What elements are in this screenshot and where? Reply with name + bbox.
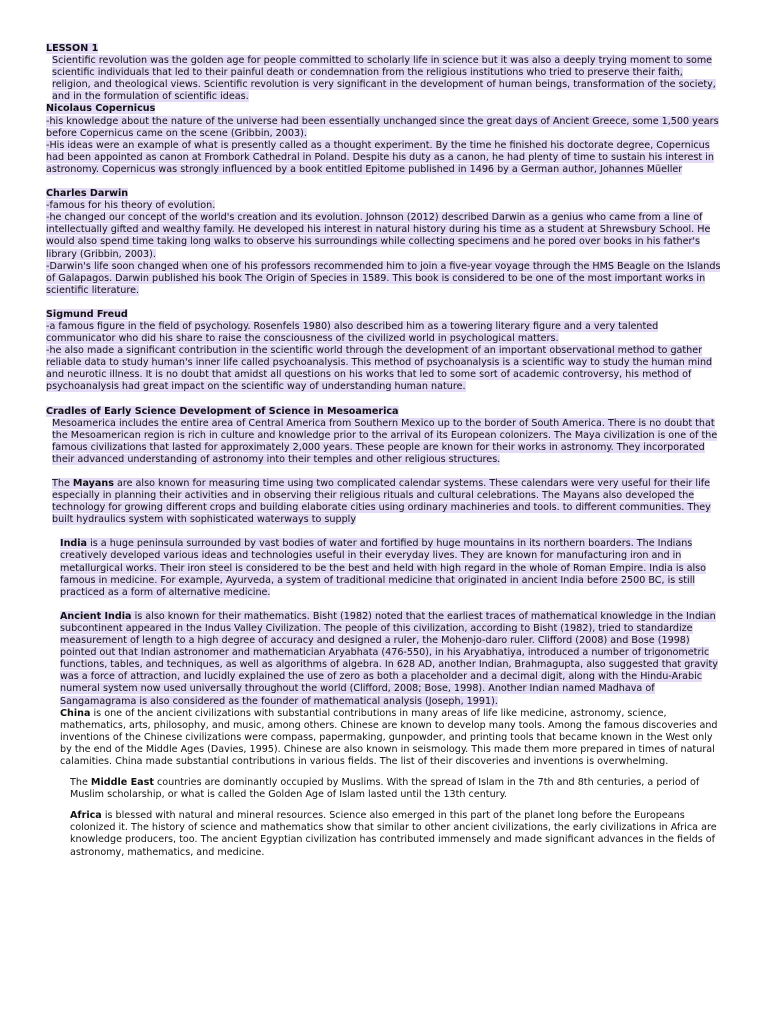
intro-paragraph: Scientific revolution was the golden age for people committed to scholarly life in science but it was also a deeply trying moment to some scientific individuals that led to their painful death or condemnation from the religious institutions who tried to preserve their faith, religion, and theological views. Scientific revolution is very significant in the development of human beings, transformation of the society, and in the formulation of scientific ideas. (52, 55, 716, 103)
india-paragraph: India is a huge peninsula surrounded by vast bodies of water and fortified by huge mountains in its northern boarders. The Indians creatively developed various ideas and technologies useful in their everyday lives. They are known for manufacturing iron and in metallurgical works. Their iron steel is considered to be the best and held with high regard in the whole of Roman Empire. India is also famous in medicine. For example, Ayurveda, a system of traditional medicine that originated in ancient India before 2500 BC, is still practiced as a form of alternative medicine. (60, 538, 707, 598)
freud-paragraph-2: -he also made a significant contribution in the scientific world through the development of an important observational method to gather reliable data to study human's inner life called psychoanalysis. This method of psychoanalysis is a scientific way to study the human mind and neurotic illness. It is no doubt that amidst all questions on his works that led to some sort of academic controversy, his method of psychoanalysis had great impact on the scientific way of understanding human nature. (46, 345, 713, 393)
ancient-india-paragraph: Ancient India is also known for their mathematics. Bisht (1982) noted that the earliest traces of mathematical knowledge in the Indian subcontinent appeared in the Indus Valley Civilization. The people of this civilization, according to Bisht (1982), tried to standardize measurement of length to a high degree of accuracy and designed a ruler, the Mohenjo-daro ruler. Clifford (2008) and Bose (1998) pointed out that Indian astronomer and mathematician Aryabhata (476-550), in his Aryabhatiya, introduced a number of trigonometric functions, tables, and techniques, as well as algorithms of algebra. In 628 AD, another Indian, Brahmagupta, also suggested that gravity was a force of attraction, and lucidly explained the use of zero as both a placeholder and a decimal digit, along with the Hindu-Arabic numeral system now used universally throughout the world (Clifford, 2008; Bose, 1998). Another Indian named Madhava of Sangamagrama is also considered as the founder of mathematical analysis (Joseph, 1991). (60, 610, 718, 707)
middle-east-paragraph: The Middle East countries are dominantly occupied by Muslims. With the spread of Islam in the 7th and 8th centuries, a period of Muslim scholarship, or what is called the Golden Age of Islam lasted until the 13th century. (70, 777, 700, 801)
middle-east-term: Middle East (90, 777, 154, 789)
mayans-paragraph: The Mayans are also known for measuring time using two complicated calendar systems. These calendars were very useful for their life especially in planning their activities and in observing their religious rituals and cultural celebrations. The Mayans also developed the technology for growing different crops and building elaborate cities using ordinary machineries and tools. to different communities. They built hydraulics system with sophisticated waterways to supply (52, 478, 711, 526)
lesson-title: LESSON 1 (46, 43, 99, 54)
india-term: India (60, 538, 88, 550)
ancient-india-term: Ancient India (60, 610, 132, 622)
darwin-heading: Charles Darwin (46, 188, 129, 200)
copernicus-paragraph-2: -His ideas were an example of what is presently called as a thought experiment. By the time he finished his doctorate degree, Copernicus had been appointed as canon at Frombork Cathedral in Poland. Despite his duty as a canon, he had plenty of time to sustain his interest in astronomy. Copernicus was strongly influenced by a book entitled Epitome published in 1496 by a German author, Johannes Müeller (46, 139, 714, 175)
freud-paragraph-1: -a famous figure in the field of psychology. Rosenfels 1980) also described him as a towering literary figure and a very talented communicator who did his share to raise the consciousness of the civilized world in psychological matters. (46, 320, 659, 345)
darwin-paragraph-1: -famous for his theory of evolution. (46, 200, 216, 212)
freud-heading: Sigmund Freud (46, 308, 128, 320)
china-paragraph: China is one of the ancient civilizations with substantial contributions in many areas of life like medicine, astronomy, science, mathematics, arts, philosophy, and music, among others. Chinese are known to develop many tools. Among the famous discoveries and inventions of the Chinese civilizations were compass, papermaking, gunpowder, and printing tools that became known in the West only by the end of the Middle Ages (Davies, 1995). Chinese are also known in seismology. This made them more prepared in times of natural calamities. China made substantial contributions in various fields. The list of their discoveries and inventions is overwhelming. (60, 707, 718, 767)
africa-term: Africa (70, 810, 102, 822)
darwin-paragraph-2: -he changed our concept of the world's creation and its evolution. Johnson (2012) described Darwin as a genius who came from a line of intellectually gifted and wealthy family. He developed his interest in natural history during his time as a student at Shrewsbury School. He would also spend time taking long walks to observe his surroundings while collecting specimens and he pored over books in his father's library (Gribbin, 2003). (46, 212, 711, 260)
copernicus-heading: Nicolaus Copernicus (46, 103, 156, 115)
darwin-paragraph-3: -Darwin's life soon changed when one of his professors recommended him to join a five-year voyage through the HMS Beagle on the Islands of Galapagos. Darwin published his book The Origin of Species in 1589. This book is considered to be one of the most important works in scientific literature. (46, 260, 721, 296)
mesoamerica-paragraph: Mesoamerica includes the entire area of Central America from Southern Mexico up to the border of South America. There is no doubt that the Mesoamerican region is rich in culture and knowledge prior to the arrival of its European colonizers. The Maya civilization is one of the famous civilizations that lasted for approximately 2,000 years. These people are known for their works in astronomy. They incorporated their advanced understanding of astronomy into their temples and other religious structures. (52, 417, 718, 465)
mayans-term: Mayans (72, 478, 114, 489)
china-term: China (60, 707, 91, 719)
mesoamerica-heading: Cradles of Early Science Development of Science in Mesoamerica (46, 405, 399, 417)
copernicus-paragraph-1: -his knowledge about the nature of the universe had been essentially unchanged since the great days of Ancient Greece, some 1,500 years before Copernicus came on the scene (Gribbin, 2003). (46, 115, 719, 139)
document-page (46, 43, 722, 859)
africa-paragraph: Africa is blessed with natural and mineral resources. Science also emerged in this part of the planet long before the Europeans colonized it. The history of science and mathematics show that similar to other ancient civilizations, the early civilizations in Africa are knowledge producers, too. The ancient Egyptian civilization has contributed immensely and made significant advances in the fields of astronomy, mathematics, and medicine. (70, 810, 717, 858)
